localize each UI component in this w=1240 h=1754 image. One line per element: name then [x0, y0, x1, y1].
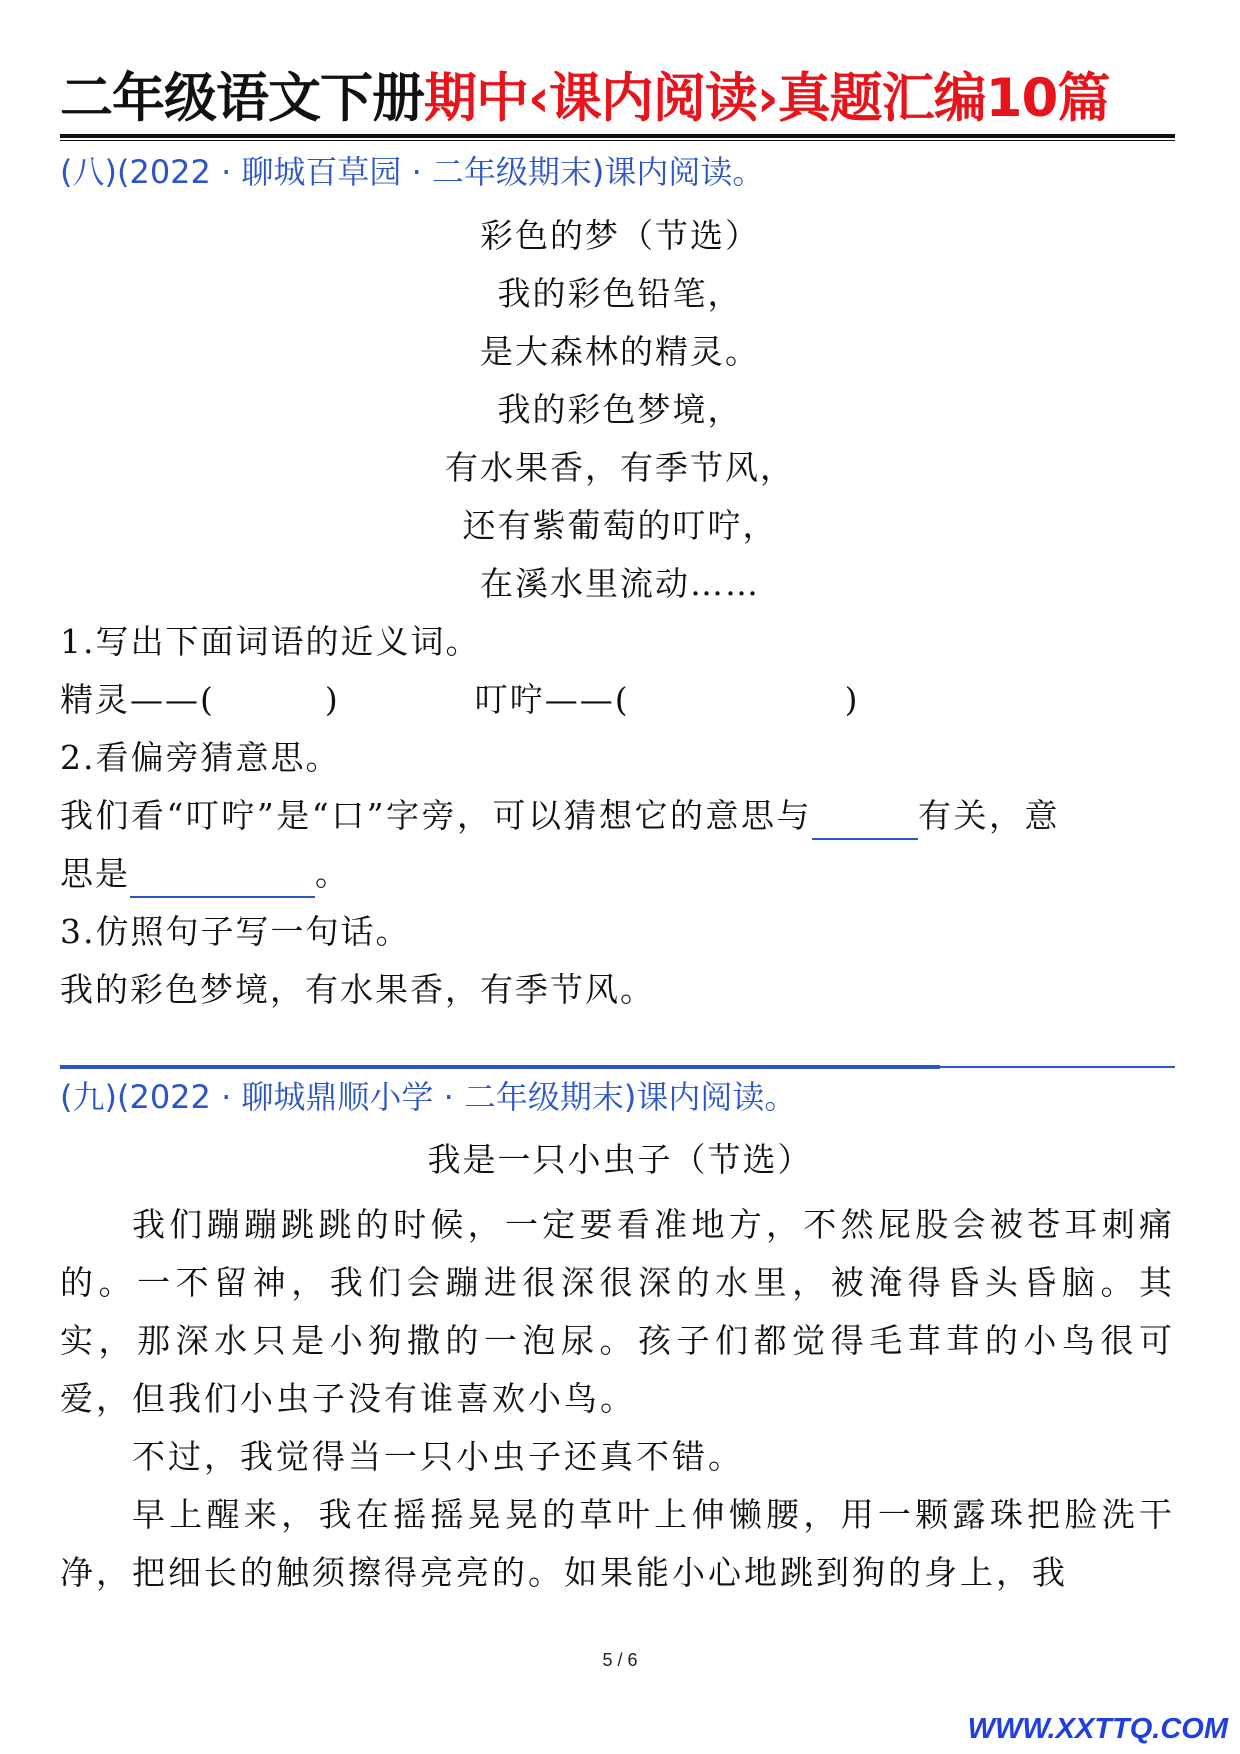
poem-line: 还有紫葡萄的叮咛，: [462, 506, 778, 545]
passage-paragraph: 早上醒来，我在摇摇晃晃的草叶上伸懒腰，用一颗露珠把脸洗干净，把细长的触须擦得亮亮的。如果能小心地跳到狗的身上，我: [60, 1495, 1175, 1592]
poem-line: 我的彩色铅笔，: [497, 274, 743, 313]
question-3: 3.仿照句子写一句话。: [60, 912, 411, 951]
passage-paragraph: 不过，我觉得当一只小虫子还真不错。: [132, 1437, 744, 1476]
paren-close: ): [844, 680, 860, 719]
paren-close: ): [324, 680, 340, 719]
answer-blank-meaning[interactable]: [130, 862, 315, 898]
question-2-line-2: [60, 850, 350, 898]
section-8-heading: (八)(2022 · 聊城百草园 · 二年级期末)课内阅读。: [60, 153, 765, 191]
poem-line: 是大森林的精灵。: [480, 332, 760, 371]
answer-blank-radical[interactable]: [812, 804, 918, 840]
page-title-highlight: 期中‹课内阅读›真题汇编10篇: [424, 68, 1110, 129]
section-divider: [60, 1065, 940, 1069]
section-9-heading: (九)(2022 · 聊城鼎顺小学 · 二年级期末)课内阅读。: [60, 1078, 797, 1116]
poem-title: 彩色的梦（节选）: [480, 216, 760, 255]
question-1: 1.写出下面词语的近义词。: [60, 622, 481, 661]
poem-line: 有水果香，有季节风，: [445, 448, 795, 487]
question-2-text: 我们看“叮咛”是“口”字旁，可以猜想它的意思与: [60, 796, 812, 835]
synonym-prompt-jingling: 精灵——(: [60, 680, 215, 719]
passage-title: 我是一只小虫子（节选）: [427, 1140, 813, 1179]
synonym-prompt-dingning: 叮咛——(: [474, 680, 630, 719]
poem-line: 在溪水里流动……: [480, 564, 760, 603]
question-2: 2.看偏旁猜意思。: [60, 738, 341, 777]
poem-line: 我的彩色梦境，: [497, 390, 743, 429]
passage-body: [60, 1196, 1175, 1602]
question-2-text: 思是: [60, 854, 130, 893]
page-title-main: 二年级语文下册: [60, 68, 424, 129]
page-number: 5 / 6: [602, 1650, 638, 1670]
question-3-example: 我的彩色梦境，有水果香，有季节风。: [60, 970, 655, 1009]
site-watermark: WWW.XXTTQ.COM: [967, 1713, 1228, 1745]
title-underline-thin: [60, 140, 1175, 141]
question-2-line-1: [60, 792, 1175, 840]
title-underline: [60, 134, 1175, 138]
question-2-period: 。: [315, 854, 350, 893]
page-title: [60, 66, 1175, 132]
question-2-text-end: 有关，意: [917, 796, 1060, 835]
question-1-answers: [60, 676, 1175, 724]
passage-paragraph: 我们蹦蹦跳跳的时候，一定要看准地方，不然屁股会被苍耳刺痛的。一不留神，我们会蹦进很深很深的水里，被淹得昏头昏脑。其实，那深水只是小狗撒的一泡尿。孩子们都觉得毛茸茸的小鸟很可爱，但我们小虫子没有谁喜欢小鸟。: [60, 1205, 1175, 1418]
section-divider-thin: [940, 1066, 1175, 1068]
